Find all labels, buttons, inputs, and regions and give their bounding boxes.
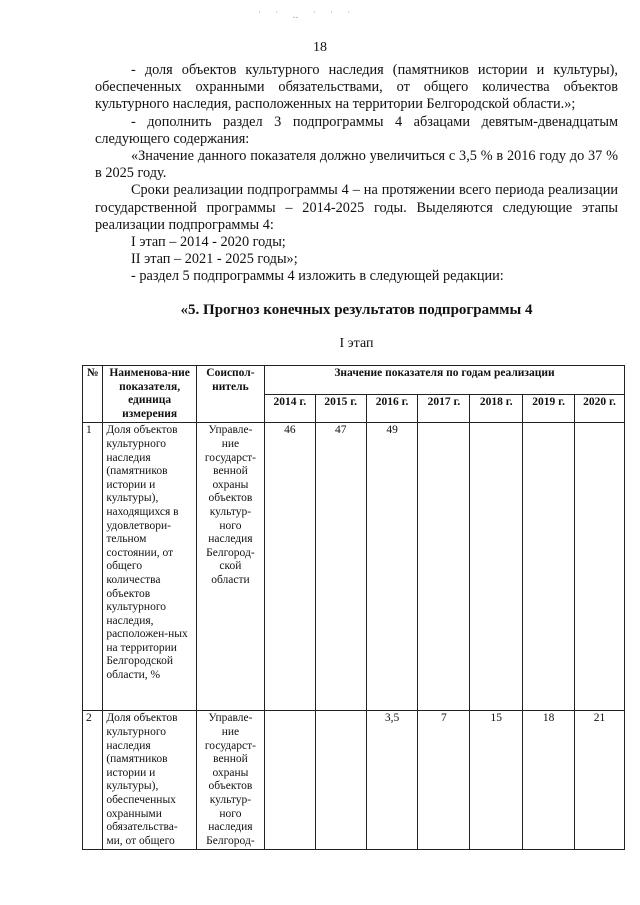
scan-artifact: ˙ ˙ ‥ ˙ ˙ ˙ xyxy=(258,10,357,20)
header-year: 2014 г. xyxy=(264,394,315,423)
value-cell xyxy=(470,423,523,711)
results-table xyxy=(82,365,625,850)
header-year: 2019 г. xyxy=(523,394,575,423)
header-name: Наименова-ние показателя, единица измерения xyxy=(103,366,197,423)
value-cell: 47 xyxy=(315,423,366,711)
paragraph: I этап – 2014 - 2020 годы; xyxy=(131,234,286,251)
header-year: 2017 г. xyxy=(418,394,470,423)
value-cell xyxy=(264,711,315,850)
paragraph: «Значение данного показателя должно увеличиться с 3,5 % в 2016 году до 37 % в 2025 году. xyxy=(95,148,618,182)
paragraph: - доля объектов культурного наследия (памятников истории и культуры), обеспеченных охранными обязательствами, от общего количества объектов культурного наследия, расположенных на территории Белгородской области.»; xyxy=(95,62,618,113)
table-row xyxy=(83,423,625,711)
value-cell xyxy=(523,423,575,711)
row-num: 1 xyxy=(83,423,103,711)
row-num: 2 xyxy=(83,711,103,850)
paragraph: - дополнить раздел 3 подпрограммы 4 абзацами девятым-двенадцатым следующего содержания: xyxy=(95,113,618,147)
executor: Управле-ние государст-венной охраны объектов культур-ного наследия Белгород-ской области xyxy=(196,423,264,711)
indicator-name: Доля объектов культурного наследия (памятников истории и культуры), находящихся в удовлетвори-тельном состоянии, от общего количества объектов культурного наследия, расположен-ных на территории Белгородской области, % xyxy=(103,423,197,711)
value-cell xyxy=(575,423,625,711)
value-cell: 46 xyxy=(264,423,315,711)
value-cell: 3,5 xyxy=(366,711,418,850)
header-num: № xyxy=(83,366,103,423)
executor: Управле-ние государст-венной охраны объектов культур-ного наследия Белгород- xyxy=(196,711,264,850)
table-row xyxy=(83,711,625,850)
paragraph: II этап – 2021 - 2025 годы»; xyxy=(131,251,298,268)
header-values-group: Значение показателя по годам реализации xyxy=(264,366,624,395)
header-executor: Соиспол-нитель xyxy=(196,366,264,423)
indicator-name: Доля объектов культурного наследия (памятников истории и культуры), обеспеченных охранными обязательства-ми, от общего xyxy=(103,711,197,850)
header-year: 2020 г. xyxy=(575,394,625,423)
section-title: «5. Прогноз конечных результатов подпрограммы 4 xyxy=(180,302,533,318)
header-year: 2016 г. xyxy=(366,394,418,423)
header-year: 2018 г. xyxy=(470,394,523,423)
value-cell xyxy=(418,423,470,711)
stage-title: I этап xyxy=(339,336,374,351)
body-text xyxy=(95,62,618,286)
value-cell: 18 xyxy=(523,711,575,850)
page-number: 18 xyxy=(313,40,327,55)
value-cell: 7 xyxy=(418,711,470,850)
paragraph: Сроки реализации подпрограммы 4 – на протяжении всего периода реализации государственной программы – 2014-2025 годы. Выделяются следующие этапы реализации подпрограммы 4: xyxy=(95,182,618,233)
header-year: 2015 г. xyxy=(315,394,366,423)
value-cell: 21 xyxy=(575,711,625,850)
value-cell: 15 xyxy=(470,711,523,850)
value-cell: 49 xyxy=(366,423,418,711)
value-cell xyxy=(315,711,366,850)
paragraph: - раздел 5 подпрограммы 4 изложить в следующей редакции: xyxy=(131,268,504,285)
